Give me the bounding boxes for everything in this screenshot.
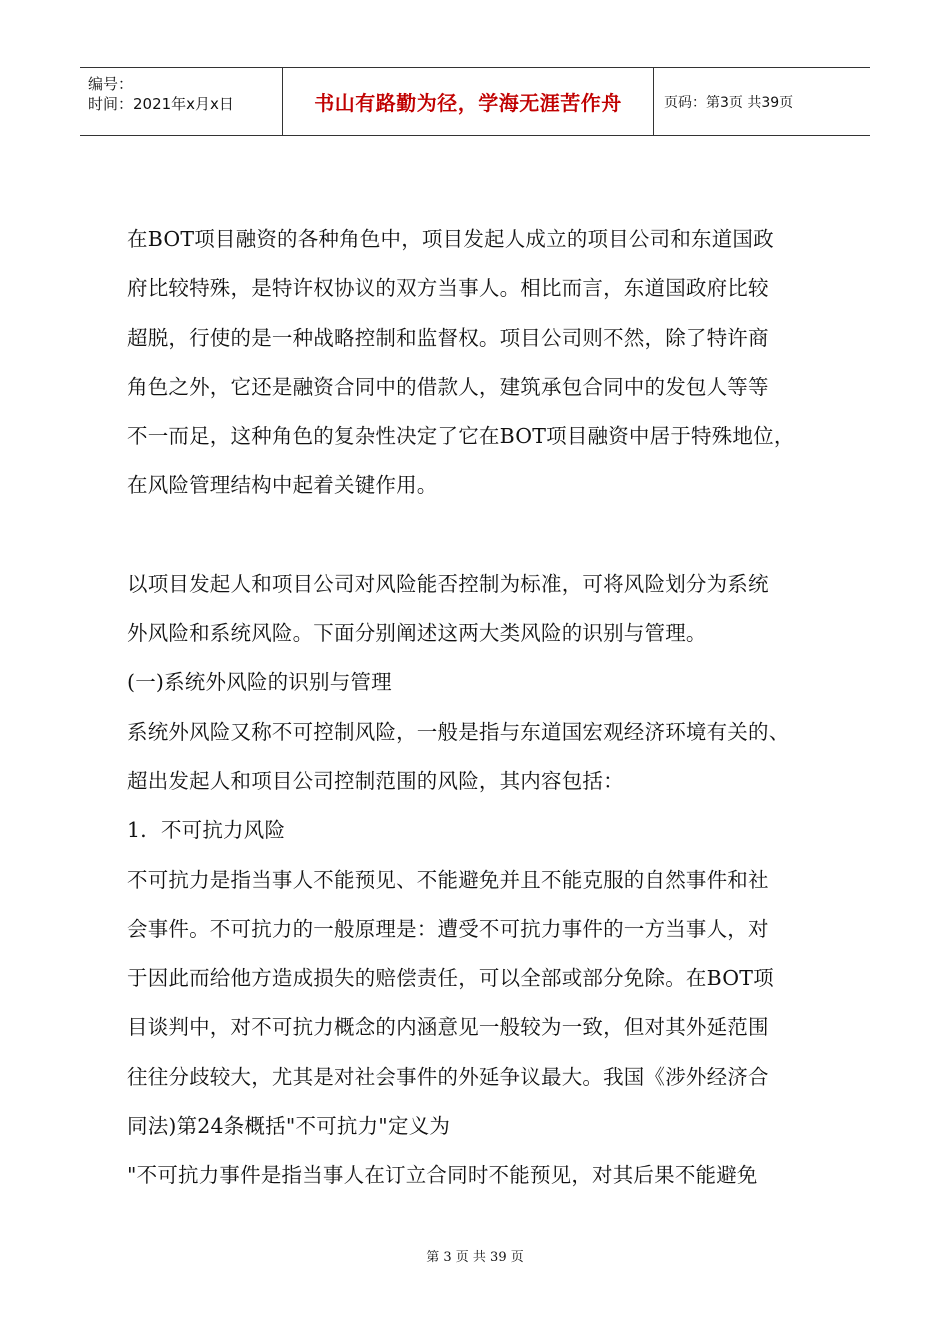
body-line: 在BOT项目融资的各种角色中，项目发起人成立的项目公司和东道国政 — [127, 227, 774, 251]
page-footer: 第 3 页 共 39 页 — [426, 1250, 524, 1265]
number-label: 编号： — [88, 75, 134, 93]
body-line: 于因此而给他方造成损失的赔偿责任，可以全部或部分免除。在BOT项 — [127, 966, 774, 991]
body-line: 不可抗力是指当事人不能预见、不能避免并且不能克服的自然事件和社 — [127, 867, 769, 892]
body-line: 角色之外，它还是融资合同中的借款人，建筑承包合同中的发包人等等 — [127, 374, 769, 399]
body-line: 府比较特殊，是特许权协议的双方当事人。相比而言，东道国政府比较 — [127, 276, 769, 301]
body-line: 超脱，行使的是一种战略控制和监督权。项目公司则不然，除了特许商 — [127, 325, 769, 350]
body-line: 往往分歧较大，尤其是对社会事件的外延争议最大。我国《涉外经济合 — [127, 1064, 769, 1089]
page-info-text: 页码：第3页 共39页 — [664, 94, 794, 111]
header-meta — [80, 68, 282, 135]
body-line: 外风险和系统风险。下面分别阐述这两大类风险的识别与管理。 — [127, 621, 707, 646]
body-line: 超出发起人和项目公司控制范围的风险，其内容包括： — [127, 768, 624, 793]
body-line: 目谈判中，对不可抗力概念的内涵意见一般较为一致，但对其外延范围 — [127, 1015, 769, 1040]
body-line: 系统外风险又称不可控制风险，一般是指与东道国宏观经济环境有关的、 — [127, 719, 790, 744]
time-label: 时间：2021年x月x日 — [88, 95, 234, 113]
section-heading: (一)系统外风险的识别与管理 — [127, 670, 392, 695]
body-line: 不一而足，这种角色的复杂性决定了它在BOT项目融资中居于特殊地位， — [127, 424, 795, 449]
subsection-heading: 1．不可抗力风险 — [127, 818, 286, 843]
motto-text: 书山有路勤为径，学海无涯苦作舟 — [314, 91, 622, 115]
paragraph-gap — [127, 511, 827, 560]
body-line: 同法)第24条概括"不可抗力"定义为 — [127, 1114, 451, 1139]
document-body — [127, 215, 827, 1201]
document-header — [80, 67, 870, 136]
body-line: "不可抗力事件是指当事人在订立合同时不能预见，对其后果不能避免 — [127, 1163, 758, 1188]
body-line: 会事件。不可抗力的一般原理是：遭受不可抗力事件的一方当事人，对 — [127, 916, 769, 941]
header-page-info — [654, 68, 870, 135]
header-motto-cell — [282, 68, 654, 135]
body-line: 在风险管理结构中起着关键作用。 — [127, 473, 438, 498]
body-line: 以项目发起人和项目公司对风险能否控制为标准，可将风险划分为系统 — [127, 571, 769, 596]
